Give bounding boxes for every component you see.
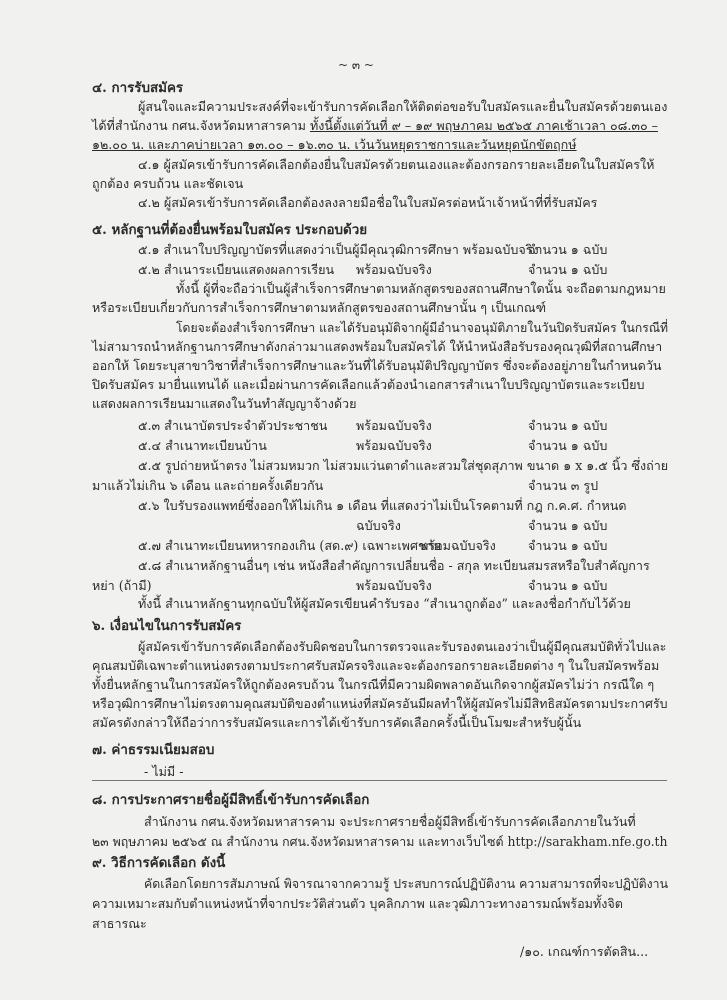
- s4-item-1-line-1: ๔.๑ ผู้สมัครเข้ารับการคัดเลือกต้องยื่นใบสมัครด้วยตนเองและต้องกรอกรายละเอียดในใบสมัครให้: [138, 157, 655, 172]
- s5-item-6-with: ฉบับจริง: [356, 518, 401, 533]
- s6-line-2: คุณสมบัติเฉพาะตำแหน่งตรงตามประกาศรับสมัครจริงและจะต้องกรอกรายละเอียดต่าง ๆ ในใบสมัครพร้อม: [92, 658, 660, 673]
- s4-para-line-2: [92, 118, 658, 134]
- s5-item-8-line-1: ๕.๘ สำเนาหลักฐานอื่นๆ เช่น หนังสือสำคัญการเปลี่ยนชื่อ - สกุล ทะเบียนสมรสหรือใบสำคัญการ: [138, 558, 650, 573]
- s5-item-5-line-2: มาแล้วไม่เกิน ๖ เดือน และถ่ายครั้งเดียวกัน: [92, 478, 324, 493]
- s6-line-3: ทั้งยื่นหลักฐานในการสมัครให้ถูกต้องครบถ้วน ในกรณีที่มีความผิดพลาดอันเกิดจากผู้สมัครไม่ว่า กรณีใด ๆ: [92, 677, 655, 692]
- s5-note-1-line-2: หรือระเบียบเกี่ยวกับการสำเร็จการศึกษาตามหลักสูตรของสถานศึกษานั้น ๆ เป็นเกณฑ์: [92, 300, 547, 315]
- s5-item-4-with: พร้อมฉบับจริง: [356, 438, 432, 453]
- s5-note-1-line-1: ทั้งนี้ ผู้ที่จะถือว่าเป็นผู้สำเร็จการศึกษาตามหลักสูตรของสถานศึกษาใดนั้น จะถือตามกฎหมาย: [176, 281, 666, 296]
- section-4-title: ๔. การรับสมัคร: [92, 80, 184, 96]
- section-9-title: ๙. วิธีการคัดเลือก ดังนี้: [92, 855, 226, 871]
- s5-item-2-qty: จำนวน ๑ ฉบับ: [528, 262, 608, 277]
- s5-item-8-with: พร้อมฉบับจริง: [356, 578, 432, 593]
- section-8-title: ๘. การประกาศรายชื่อผู้มีสิทธิ์เข้ารับการคัดเลือก: [92, 792, 370, 808]
- s5-item-6-line-1: ๕.๖ ใบรับรองแพทย์ซึ่งออกให้ไม่เกิน ๑ เดือน ที่แสดงว่าไม่เป็นโรคตามที่ กฎ ก.ค.ศ. กำหนด: [138, 498, 627, 513]
- s6-line-4: หรือวุฒิการศึกษาไม่ตรงตามคุณสมบัติของตำแหน่งที่สมัครอันมีผลทำให้ผู้สมัครไม่มีสิทธิสมัครตามประกาศรับ: [92, 696, 668, 711]
- s5-item-2: ๕.๒ สำเนาระเบียนแสดงผลการเรียน: [138, 262, 335, 277]
- s9-line-1: คัดเลือกโดยการสัมภาษณ์ พิจารณาจากความรู้ ประสบการณ์ปฏิบัติงาน ความสามารถที่จะปฏิบัติงาน: [144, 876, 669, 891]
- s4-application-dates: ทั้งนี้ตั้งแต่วันที่ ๙ – ๑๙ พฤษภาคม ๒๕๖๕ ภาคเช้าเวลา ๐๘.๓๐ –: [309, 118, 658, 133]
- s7-none: - ไม่มี -: [144, 764, 184, 779]
- s4-item-2: ๔.๒ ผู้สมัครเข้ารับการคัดเลือกต้องลงลายมือชื่อในใบสมัครต่อหน้าเจ้าหน้าที่ที่รับสมัคร: [138, 195, 598, 210]
- continuation-note: /๑๐. เกณฑ์การตัดสิน...: [520, 944, 649, 959]
- page-number: ~ ๓ ~: [338, 58, 374, 72]
- s5-note-2-line-5: แสดงผลการเรียนมาแสดงในวันทำสัญญาจ้างด้วย: [92, 396, 357, 411]
- s5-item-4: ๕.๔ สำเนาทะเบียนบ้าน: [138, 438, 267, 453]
- s5-item-4-qty: จำนวน ๑ ฉบับ: [528, 438, 608, 453]
- s8-line-2: ๒๓ พฤษภาคม ๒๕๖๕ ณ สำนักงาน กศน.จังหวัดมหาสารคาม และทางเว็บไซต์ http://sarakham.nfe.go.th: [92, 834, 668, 849]
- section-7-title: ๗. ค่าธรรมเนียมสอบ: [92, 742, 215, 758]
- s5-note-2-line-2: ไม่สามารถนำหลักฐานการศึกษาดังกล่าวมาแสดงพร้อมใบสมัครได้ ให้นำหนังสือรับรองคุณวุฒิที่สถานศึกษา: [92, 339, 663, 354]
- s5-item-7-qty: จำนวน ๑ ฉบับ: [528, 538, 608, 553]
- s5-item-1-qty: จำนวน ๑ ฉบับ: [528, 242, 608, 257]
- s5-item-5-line-1: ๕.๕ รูปถ่ายหน้าตรง ไม่สวมหมวก ไม่สวมแว่นตาดำและสวมใส่ชุดสุภาพ ขนาด ๑ x ๑.๕ นิ้ว ซึ่งถ่าย: [138, 458, 669, 473]
- s6-line-1: ผู้สมัครเข้ารับการคัดเลือกต้องรับผิดชอบในการตรวจและรับรองตนเองว่าเป็นผู้มีคุณสมบัติทั่วไปและ: [138, 639, 667, 654]
- s5-note-2-line-1: โดยจะต้องสำเร็จการศึกษา และได้รับอนุมัติจากผู้มีอำนาจอนุมัติภายในวันปิดรับสมัคร ในกรณีที่: [176, 320, 669, 335]
- s4-application-hours: ๑๒.๐๐ น. และภาคบ่ายเวลา ๑๓.๐๐ – ๑๖.๓๐ น. เว้นวันหยุดราชการและวันหยุดนักขัตฤกษ์: [92, 137, 577, 152]
- s5-item-7-with: พร้อมฉบับจริง: [420, 538, 496, 553]
- s4-para-line-2a: ได้ที่สำนักงาน กศน.จังหวัดมหาสารคาม: [92, 118, 310, 133]
- s5-item-5-qty: จำนวน ๓ รูป: [528, 478, 599, 493]
- s5-item-3-with: พร้อมฉบับจริง: [356, 418, 432, 433]
- s5-note-3: ทั้งนี้ สำเนาหลักฐานทุกฉบับให้ผู้สมัครเขียนคำรับรอง “สำเนาถูกต้อง” และลงชื่อกำกับไว้ด้วย: [138, 596, 631, 611]
- s5-item-2-with: พร้อมฉบับจริง: [356, 262, 432, 277]
- s5-item-1: ๕.๑ สำเนาใบปริญญาบัตรที่แสดงว่าเป็นผู้มีคุณวุฒิการศึกษา พร้อมฉบับจริง: [138, 242, 539, 257]
- s4-item-1-line-2: ถูกต้อง ครบถ้วน และชัดเจน: [92, 176, 244, 191]
- s5-item-6-qty: จำนวน ๑ ฉบับ: [528, 518, 608, 533]
- s5-item-3: ๕.๓ สำเนาบัตรประจำตัวประชาชน: [138, 418, 328, 433]
- s8-line-1: สำนักงาน กศน.จังหวัดมหาสารคาม จะประกาศรายชื่อผู้มีสิทธิ์เข้ารับการคัดเลือกภายในวันที่: [144, 814, 636, 829]
- divider: [92, 780, 667, 781]
- section-6-title: ๖. เงื่อนไขในการรับสมัคร: [92, 618, 242, 634]
- s5-item-8-line-2: หย่า (ถ้ามี): [92, 578, 152, 593]
- section-5-title: ๕. หลักฐานที่ต้องยื่นพร้อมใบสมัคร ประกอบด้วย: [92, 222, 368, 238]
- s5-item-3-qty: จำนวน ๑ ฉบับ: [528, 418, 608, 433]
- s5-note-2-line-3: ออกให้ โดยระบุสาขาวิชาที่สำเร็จการศึกษาและวันที่ได้รับอนุมัติปริญญาบัตร ซึ่งจะต้องอยู่ภายในกำหนดวัน: [92, 358, 662, 373]
- s5-item-8-qty: จำนวน ๑ ฉบับ: [528, 578, 608, 593]
- s5-note-2-line-4: ปิดรับสมัคร มายื่นแทนได้ และเมื่อผ่านการคัดเลือกแล้วต้องนำเอกสารสำเนาใบปริญญาบัตรและระเบียบ: [92, 377, 645, 392]
- s9-line-3: สาธารณะ: [92, 916, 147, 931]
- s4-para-line-1: ผู้สนใจและมีความประสงค์ที่จะเข้ารับการคัดเลือกให้ติดต่อขอรับใบสมัครและยื่นใบสมัครด้วยตนเอง: [138, 99, 668, 114]
- s5-item-7: ๕.๗ สำเนาทะเบียนทหารกองเกิน (สด.๙) เฉพาะเพศชาย: [138, 538, 441, 553]
- s6-line-5: สมัครดังกล่าวให้ถือว่าการรับสมัครและการได้เข้ารับการคัดเลือกครั้งนี้เป็นโมฆะสำหรับผู้นั้น: [92, 715, 582, 730]
- s9-line-2: ความเหมาะสมกับตำแหน่งหน้าที่จากประวัติส่วนตัว บุคลิกภาพ และวุฒิภาวะทางอารมณ์พร้อมทั้งจิต: [92, 896, 623, 911]
